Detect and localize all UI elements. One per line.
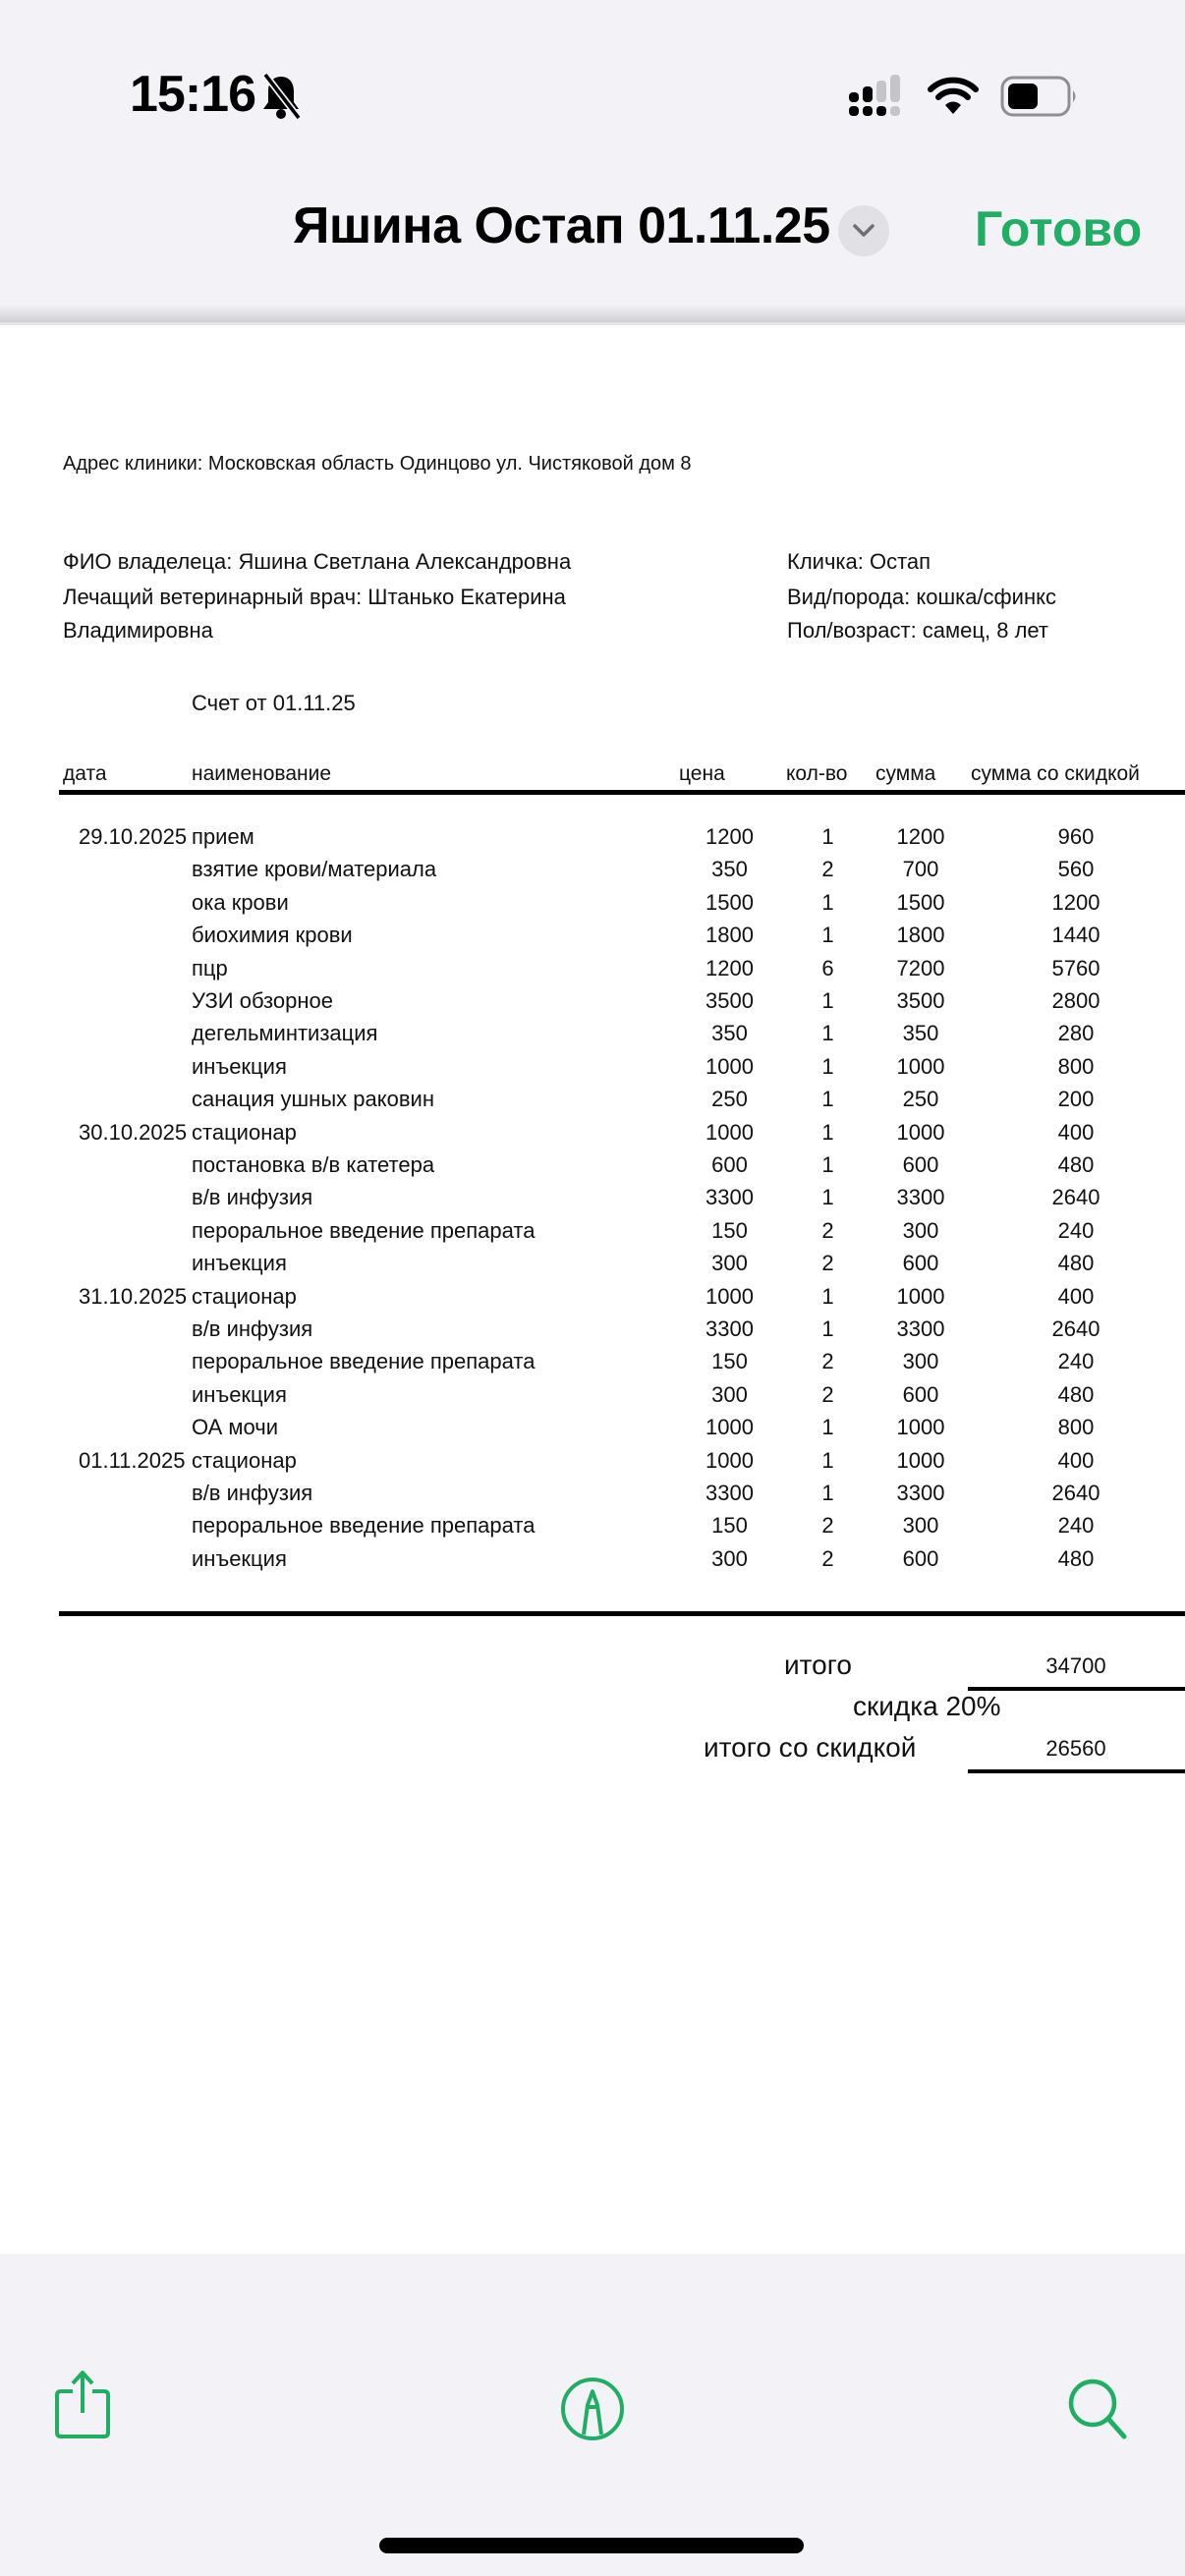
table-row xyxy=(0,956,1185,988)
row-qty: 1 xyxy=(821,1447,834,1473)
row-name: биохимия крови xyxy=(192,923,353,948)
markup-pen-icon xyxy=(553,2368,632,2446)
home-indicator[interactable] xyxy=(379,2538,804,2553)
table-row xyxy=(0,824,1185,857)
row-price: 1000 xyxy=(705,1447,754,1473)
status-bar xyxy=(0,0,1185,187)
row-discounted: 2800 xyxy=(1051,988,1100,1013)
row-name: пцр xyxy=(192,955,228,980)
row-price: 600 xyxy=(711,1152,748,1177)
table-row xyxy=(0,1284,1185,1316)
cellular-signal-icon xyxy=(847,75,910,118)
row-discounted: 200 xyxy=(1057,1087,1095,1112)
header-divider xyxy=(59,790,1185,795)
owner-name: ФИО владелеца: Яшина Светлана Александровна xyxy=(63,549,572,574)
row-discounted: 400 xyxy=(1057,1119,1095,1145)
row-date: 01.11.2025 xyxy=(79,1447,186,1473)
row-sum: 3300 xyxy=(896,1316,945,1341)
row-sum: 3300 xyxy=(896,1185,945,1210)
row-discounted: 800 xyxy=(1057,1415,1095,1440)
row-discounted: 5760 xyxy=(1051,955,1100,980)
row-sum: 300 xyxy=(902,1217,939,1243)
title-menu-button[interactable] xyxy=(838,205,889,256)
pet-name: Кличка: Остап xyxy=(787,549,931,574)
row-name: стационар xyxy=(192,1119,297,1145)
col-price: цена xyxy=(679,762,725,785)
row-qty: 1 xyxy=(821,1152,834,1177)
row-qty: 2 xyxy=(821,1381,834,1407)
table-row xyxy=(0,1218,1185,1251)
share-icon xyxy=(43,2368,122,2446)
done-button[interactable]: Готово xyxy=(975,201,1143,256)
row-sum: 1000 xyxy=(896,1415,945,1440)
row-discounted: 400 xyxy=(1057,1283,1095,1309)
row-price: 3500 xyxy=(705,988,754,1013)
pet-sex-age: Пол/возраст: самец, 8 лет xyxy=(787,618,1048,643)
row-discounted: 480 xyxy=(1057,1381,1095,1407)
row-name: инъекция xyxy=(192,1251,287,1276)
document-page[interactable] xyxy=(0,322,1185,2257)
table-row xyxy=(0,1546,1185,1579)
share-button[interactable] xyxy=(43,2368,122,2446)
row-name: инъекция xyxy=(192,1381,287,1407)
row-sum: 600 xyxy=(902,1152,939,1177)
row-qty: 2 xyxy=(821,857,834,882)
table-row xyxy=(0,890,1185,923)
row-name: ОА мочи xyxy=(192,1415,279,1440)
table-row xyxy=(0,1382,1185,1415)
row-sum: 250 xyxy=(902,1087,939,1112)
row-discounted: 240 xyxy=(1057,1217,1095,1243)
row-name: инъекция xyxy=(192,1053,287,1079)
table-row xyxy=(0,988,1185,1021)
row-name: УЗИ обзорное xyxy=(192,988,333,1013)
pet-species: Вид/порода: кошка/сфинкс xyxy=(787,585,1056,609)
discount-label: скидка 20% xyxy=(853,1691,1001,1721)
row-name: постановка в/в катетера xyxy=(192,1152,435,1177)
table-row xyxy=(0,1087,1185,1119)
row-name: инъекция xyxy=(192,1545,287,1571)
row-name: пероральное введение препарата xyxy=(192,1217,536,1243)
table-row xyxy=(0,1185,1185,1217)
table-row xyxy=(0,857,1185,889)
row-sum: 600 xyxy=(902,1545,939,1571)
row-qty: 1 xyxy=(821,1185,834,1210)
row-discounted: 1200 xyxy=(1051,889,1100,915)
row-sum: 1000 xyxy=(896,1283,945,1309)
row-discounted: 2640 xyxy=(1051,1316,1100,1341)
row-price: 1000 xyxy=(705,1415,754,1440)
row-discounted: 560 xyxy=(1057,857,1095,882)
row-qty: 6 xyxy=(821,955,834,980)
row-sum: 1200 xyxy=(896,824,945,849)
row-discounted: 2640 xyxy=(1051,1185,1100,1210)
row-qty: 2 xyxy=(821,1513,834,1539)
row-qty: 1 xyxy=(821,988,834,1013)
table-row xyxy=(0,1054,1185,1087)
row-qty: 1 xyxy=(821,1481,834,1505)
row-price: 3300 xyxy=(705,1481,754,1505)
table-row xyxy=(0,1415,1185,1447)
row-sum: 3500 xyxy=(896,988,945,1013)
table-row xyxy=(0,923,1185,955)
table-row xyxy=(0,1251,1185,1283)
status-time: 15:16 xyxy=(130,66,255,123)
row-discounted: 800 xyxy=(1057,1053,1095,1079)
row-discounted: 960 xyxy=(1057,824,1095,849)
row-qty: 1 xyxy=(821,1087,834,1112)
row-qty: 1 xyxy=(821,923,834,948)
row-sum: 700 xyxy=(902,857,939,882)
row-price: 350 xyxy=(711,857,748,882)
table-bottom-divider xyxy=(59,1611,1185,1616)
search-button[interactable] xyxy=(1059,2368,1138,2446)
row-qty: 1 xyxy=(821,1283,834,1309)
row-price: 1800 xyxy=(705,923,754,948)
col-name: наименование xyxy=(192,762,332,785)
row-qty: 1 xyxy=(821,889,834,915)
row-name: в/в инфузия xyxy=(192,1481,313,1505)
row-name: взятие крови/материала xyxy=(192,857,437,882)
row-price: 3300 xyxy=(705,1185,754,1210)
row-qty: 1 xyxy=(821,824,834,849)
col-sum: сумма xyxy=(875,762,936,785)
table-row xyxy=(0,1152,1185,1185)
search-icon xyxy=(1059,2368,1138,2446)
col-discounted: сумма со скидкой xyxy=(971,762,1140,785)
row-qty: 2 xyxy=(821,1251,834,1276)
row-sum: 300 xyxy=(902,1513,939,1539)
total-discounted-underline xyxy=(968,1769,1185,1773)
row-name: ока крови xyxy=(192,889,289,915)
row-sum: 7200 xyxy=(896,955,945,980)
nav-divider xyxy=(0,305,1185,322)
row-price: 300 xyxy=(711,1251,748,1276)
bell-slash-icon xyxy=(257,71,305,122)
row-name: в/в инфузия xyxy=(192,1316,313,1341)
markup-button[interactable] xyxy=(553,2368,632,2446)
table-row xyxy=(0,1316,1185,1349)
clinic-address: Адрес клиники: Московская область Одинцово ул. Чистяковой дом 8 xyxy=(63,453,692,475)
row-discounted: 480 xyxy=(1057,1251,1095,1276)
invoice-title: Счет от 01.11.25 xyxy=(192,691,356,715)
row-qty: 1 xyxy=(821,1316,834,1341)
row-qty: 1 xyxy=(821,1053,834,1079)
row-sum: 1000 xyxy=(896,1447,945,1473)
row-date: 29.10.2025 xyxy=(79,824,188,849)
row-price: 1200 xyxy=(705,955,754,980)
vet-name-line1: Лечащий ветеринарный врач: Штанько Екатерина xyxy=(63,585,566,609)
row-sum: 1500 xyxy=(896,889,945,915)
row-name: дегельминтизация xyxy=(192,1021,378,1046)
row-price: 300 xyxy=(711,1381,748,1407)
row-discounted: 480 xyxy=(1057,1152,1095,1177)
row-name: пероральное введение препарата xyxy=(192,1513,536,1539)
row-sum: 1000 xyxy=(896,1119,945,1145)
row-discounted: 240 xyxy=(1057,1349,1095,1374)
row-qty: 2 xyxy=(821,1217,834,1243)
table-row xyxy=(0,1513,1185,1545)
row-name: прием xyxy=(192,824,254,849)
chevron-down-icon xyxy=(852,221,875,241)
row-qty: 1 xyxy=(821,1021,834,1046)
row-price: 150 xyxy=(711,1349,748,1374)
total-label: итого xyxy=(784,1650,852,1680)
row-qty: 2 xyxy=(821,1349,834,1374)
total-discounted-label: итого со скидкой xyxy=(704,1732,917,1763)
row-sum: 350 xyxy=(902,1021,939,1046)
row-price: 250 xyxy=(711,1087,748,1112)
table-row xyxy=(0,1448,1185,1481)
row-price: 1000 xyxy=(705,1283,754,1309)
row-discounted: 1440 xyxy=(1051,923,1100,948)
row-price: 300 xyxy=(711,1545,748,1571)
row-price: 1200 xyxy=(705,824,754,849)
row-name: санация ушных раковин xyxy=(192,1087,434,1112)
row-discounted: 480 xyxy=(1057,1545,1095,1571)
table-row xyxy=(0,1021,1185,1053)
row-price: 150 xyxy=(711,1217,748,1243)
row-price: 1000 xyxy=(705,1119,754,1145)
row-discounted: 2640 xyxy=(1051,1481,1100,1505)
row-price: 150 xyxy=(711,1513,748,1539)
row-name: в/в инфузия xyxy=(192,1185,313,1210)
row-date: 31.10.2025 xyxy=(79,1283,188,1309)
battery-icon xyxy=(1000,75,1079,118)
total-value: 34700 xyxy=(1045,1653,1106,1678)
row-qty: 1 xyxy=(821,1119,834,1145)
wifi-icon xyxy=(928,77,979,116)
row-sum: 600 xyxy=(902,1251,939,1276)
row-price: 1000 xyxy=(705,1053,754,1079)
row-name: пероральное введение препарата xyxy=(192,1349,536,1374)
row-sum: 300 xyxy=(902,1349,939,1374)
table-row xyxy=(0,1481,1185,1513)
row-sum: 1800 xyxy=(896,923,945,948)
table-row xyxy=(0,1120,1185,1152)
row-sum: 1000 xyxy=(896,1053,945,1079)
vet-name-line2: Владимировна xyxy=(63,618,213,643)
row-price: 350 xyxy=(711,1021,748,1046)
row-name: стационар xyxy=(192,1447,297,1473)
col-date: дата xyxy=(63,762,107,785)
table-row xyxy=(0,1349,1185,1381)
col-qty: кол-во xyxy=(786,762,848,785)
row-qty: 1 xyxy=(821,1415,834,1440)
row-sum: 600 xyxy=(902,1381,939,1407)
row-qty: 2 xyxy=(821,1545,834,1571)
row-discounted: 240 xyxy=(1057,1513,1095,1539)
row-discounted: 400 xyxy=(1057,1447,1095,1473)
document-title: Яшина Остап 01.11.25 xyxy=(293,197,830,254)
row-date: 30.10.2025 xyxy=(79,1119,188,1145)
row-name: стационар xyxy=(192,1283,297,1309)
row-price: 1500 xyxy=(705,889,754,915)
total-discounted-value: 26560 xyxy=(1045,1736,1106,1761)
row-price: 3300 xyxy=(705,1316,754,1341)
row-discounted: 280 xyxy=(1057,1021,1095,1046)
row-sum: 3300 xyxy=(896,1481,945,1505)
